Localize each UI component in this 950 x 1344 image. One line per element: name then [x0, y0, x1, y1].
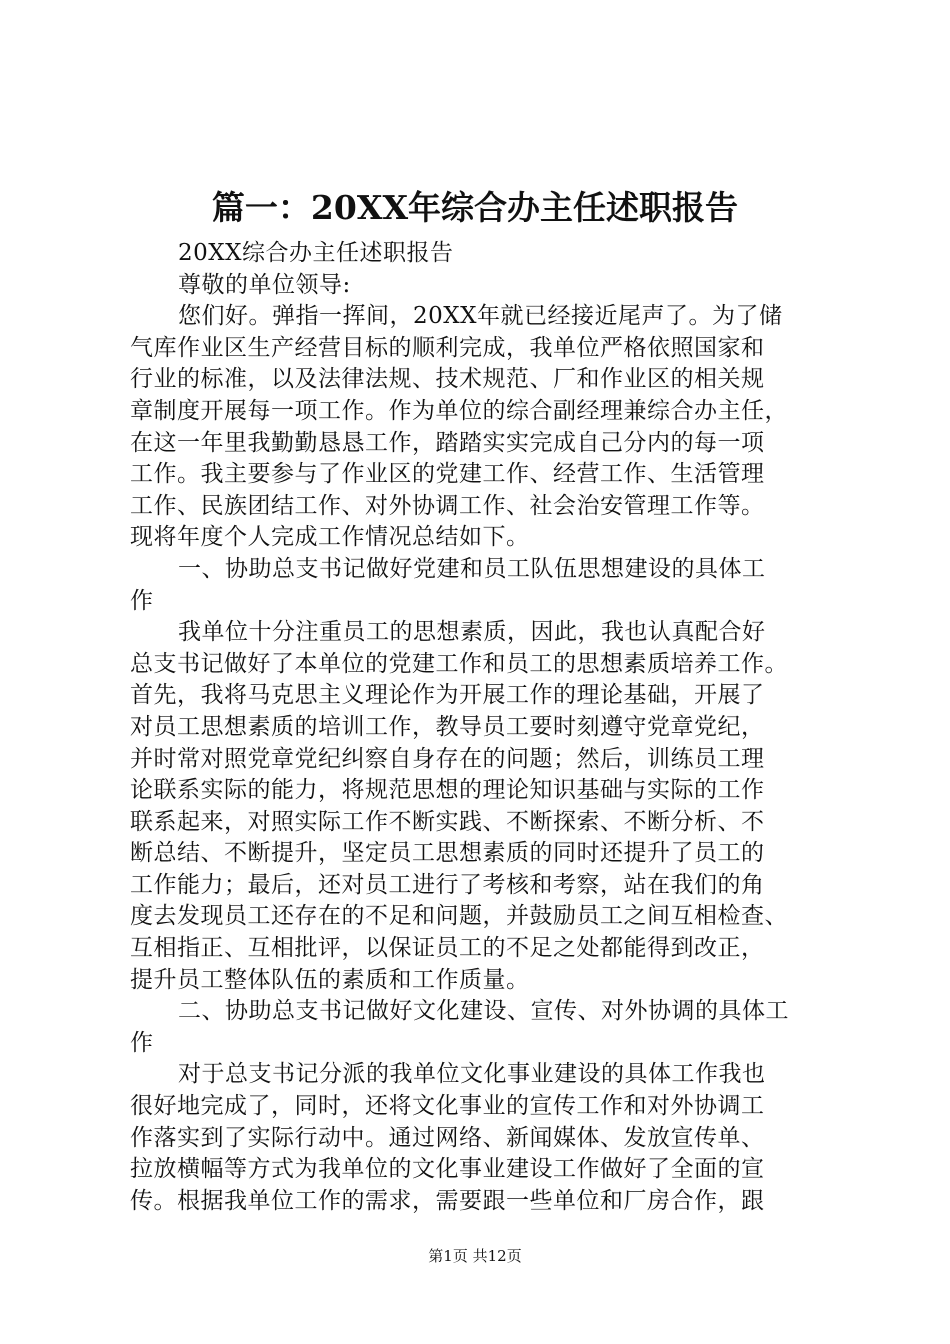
text-line: 工作。我主要参与了作业区的党建工作、经营工作、生活管理 [130, 461, 765, 488]
document-body [130, 238, 842, 1217]
text-line: 在这一年里我勤勤恳恳工作，踏踏实实完成自己分内的每一项 [130, 429, 765, 456]
text-line: 断总结、不断提升，坚定员工思想素质的同时还提升了员工的 [130, 840, 765, 867]
text-line: 20XX综合办主任述职报告 [178, 240, 454, 266]
text-line: 互相指正、互相批评，以保证员工的不足之处都能得到改正， [130, 935, 765, 962]
text-line: 工作能力；最后，还对员工进行了考核和考察，站在我们的角 [130, 871, 765, 898]
text-line: 我单位十分注重员工的思想素质，因此，我也认真配合好 [178, 619, 766, 646]
text-line: 行业的标准，以及法律法规、技术规范、厂和作业区的相关规 [130, 366, 765, 393]
text-line: 度去发现员工还存在的不足和问题，并鼓励员工之间互相检查、 [130, 903, 788, 930]
text-line: 总支书记做好了本单位的党建工作和员工的思想素质培养工作。 [130, 650, 788, 677]
text-line: 并时常对照党章党纪纠察自身存在的问题；然后，训练员工理 [130, 745, 765, 772]
text-line: 对员工思想素质的培训工作，教导员工要时刻遵守党章党纪， [130, 713, 765, 740]
text-line: 一、协助总支书记做好党建和员工队伍思想建设的具体工 [178, 555, 766, 582]
text-line: 二、协助总支书记做好文化建设、宣传、对外协调的具体工 [178, 998, 789, 1025]
text-line: 提升员工整体队伍的素质和工作质量。 [130, 966, 530, 993]
document-title: 篇一：20XX年综合办主任述职报告 [211, 188, 739, 227]
text-line: 章制度开展每一项工作。作为单位的综合副经理兼综合办主任， [130, 397, 788, 424]
text-line: 工作、民族团结工作、对外协调工作、社会治安管理工作等。 [130, 492, 765, 519]
text-line: 传。根据我单位工作的需求，需要跟一些单位和厂房合作，跟 [130, 1187, 765, 1214]
text-line: 首先，我将马克思主义理论作为开展工作的理论基础，开展了 [130, 682, 765, 709]
text-line: 作落实到了实际行动中。通过网络、新闻媒体、发放宣传单、 [130, 1124, 765, 1151]
text-line: 很好地完成了，同时，还将文化事业的宣传工作和对外协调工 [130, 1093, 765, 1120]
text-line: 对于总支书记分派的我单位文化事业建设的具体工作我也 [178, 1061, 766, 1088]
text-line: 现将年度个人完成工作情况总结如下。 [130, 524, 530, 551]
text-line: 尊敬的单位领导: [178, 271, 351, 298]
text-line: 论联系实际的能力，将规范思想的理论知识基础与实际的工作 [130, 777, 765, 804]
text-line: 作 [130, 587, 154, 614]
text-line: 您们好。弹指一挥间，20XX年就已经接近尾声了。为了储 [178, 303, 783, 330]
text-line: 拉放横幅等方式为我单位的文化事业建设工作做好了全面的宣 [130, 1156, 765, 1183]
text-line: 气库作业区生产经营目标的顺利完成，我单位严格依照国家和 [130, 334, 765, 361]
text-line: 联系起来，对照实际工作不断实践、不断探索、不断分析、不 [130, 808, 765, 835]
page-footer: 第1页 共12页 [428, 1247, 522, 1265]
text-line: 作 [130, 1029, 154, 1056]
